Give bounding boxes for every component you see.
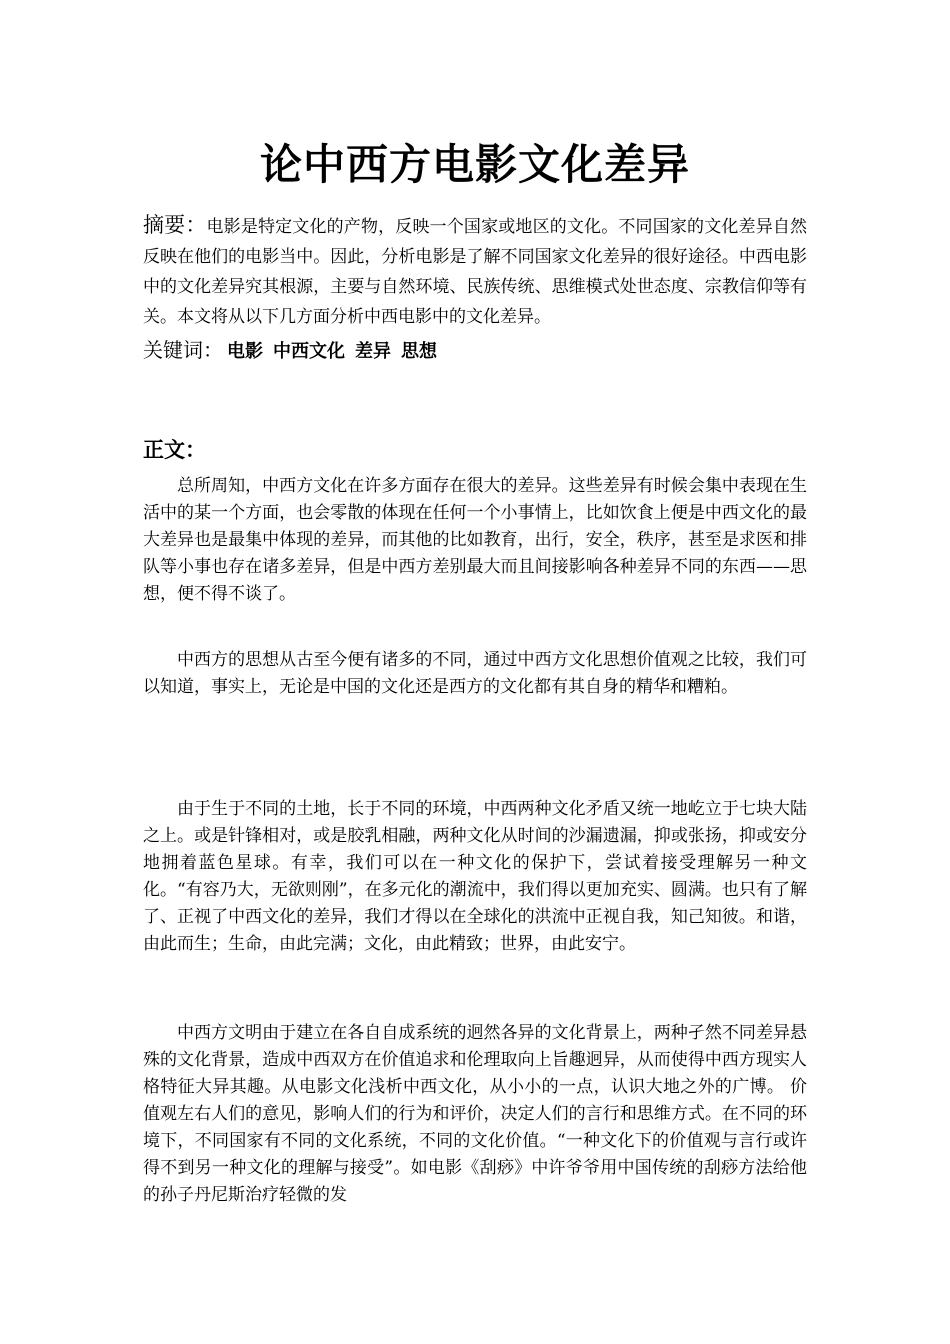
- keyword-item: 思想: [401, 341, 437, 362]
- body-heading: 正文：: [143, 438, 206, 462]
- body-paragraph: 中西方的思想从古至今便有诸多的不同，通过中西方文化思想价值观之比较，我们可以知道，事实上，无论是中国的文化还是西方的文化都有其自身的精华和糟粕。: [143, 650, 807, 697]
- keywords-line: [143, 334, 807, 368]
- keyword-item: 中西文化: [273, 341, 345, 362]
- keyword-item: 电影: [227, 341, 263, 362]
- keyword-item: 差异: [355, 341, 391, 362]
- body-paragraph: 总所周知，中西方文化在许多方面存在很大的差异。这些差异有时候会集中表现在生活中的某一个方面，也会零散的体现在任何一个小事情上，比如饮食上便是中西文化的最大差异也是最集中体现的差异，而其他的比如教育，出行，安全，秩序，甚至是求医和排队等小事也存在诸多差异，但是中西方差别最大而且间接影响各种差异不同的东西——思想，便不得不谈了。: [143, 476, 807, 604]
- abstract-label: 摘要：: [143, 213, 207, 237]
- body-paragraph: 由于生于不同的土地，长于不同的环境，中西两种文化矛盾又统一地屹立于七块大陆之上。或是针锋相对，或是胶乳相融，两种文化从时间的沙漏遗漏，抑或张扬，抑或安分地拥着蓝色星球。有幸，我们可以在一种文化的保护下，尝试着接受理解另一种文化。“有容乃大，无欲则刚”，在多元化的潮流中，我们得以更加充实、圆满。也只有了解了、正视了中西文化的差异，我们才得以在全球化的洪流中正视自我，知己知彼。和谐，由此而生；生命，由此完满；文化，由此精致；世界，由此安宁。: [143, 799, 807, 954]
- document-title: 论中西方电影文化差异: [259, 140, 690, 189]
- body-paragraph: 中西方文明由于建立在各自自成系统的迥然各异的文化背景上，两种孑然不同差异悬殊的文化背景，造成中西双方在价值追求和伦理取向上旨趣迥异，从而使得中西方现实人格特征大异其趣。从电影文化浅析中西文化，从小小的一点，认识大地之外的广博。 价值观左右人们的意见，影响人们的行为和评价，决定人们的言行和思维方式。在不同的环境下，不同国家有不同的文化系统，不同的文化价值。“一种文化下的价值观与言行或许得不到另一种文化的理解与接受”。如电影《刮痧》中许爷爷用中国传统的刮痧方法给他的孙子丹尼斯治疗轻微的发: [143, 1023, 807, 1205]
- keywords-label: 关键词：: [143, 338, 223, 362]
- abstract: [143, 210, 807, 332]
- abstract-text: 电影是特定文化的产物，反映一个国家或地区的文化。不同国家的文化差异自然反映在他们的电影当中。因此，分析电影是了解不同国家文化差异的很好途径。中西电影中的文化差异究其根源，主要与自然环境、民族传统、思维模式处世态度、宗教信仰等有关。本文将从以下几方面分析中西电影中的文化差异。: [143, 217, 808, 327]
